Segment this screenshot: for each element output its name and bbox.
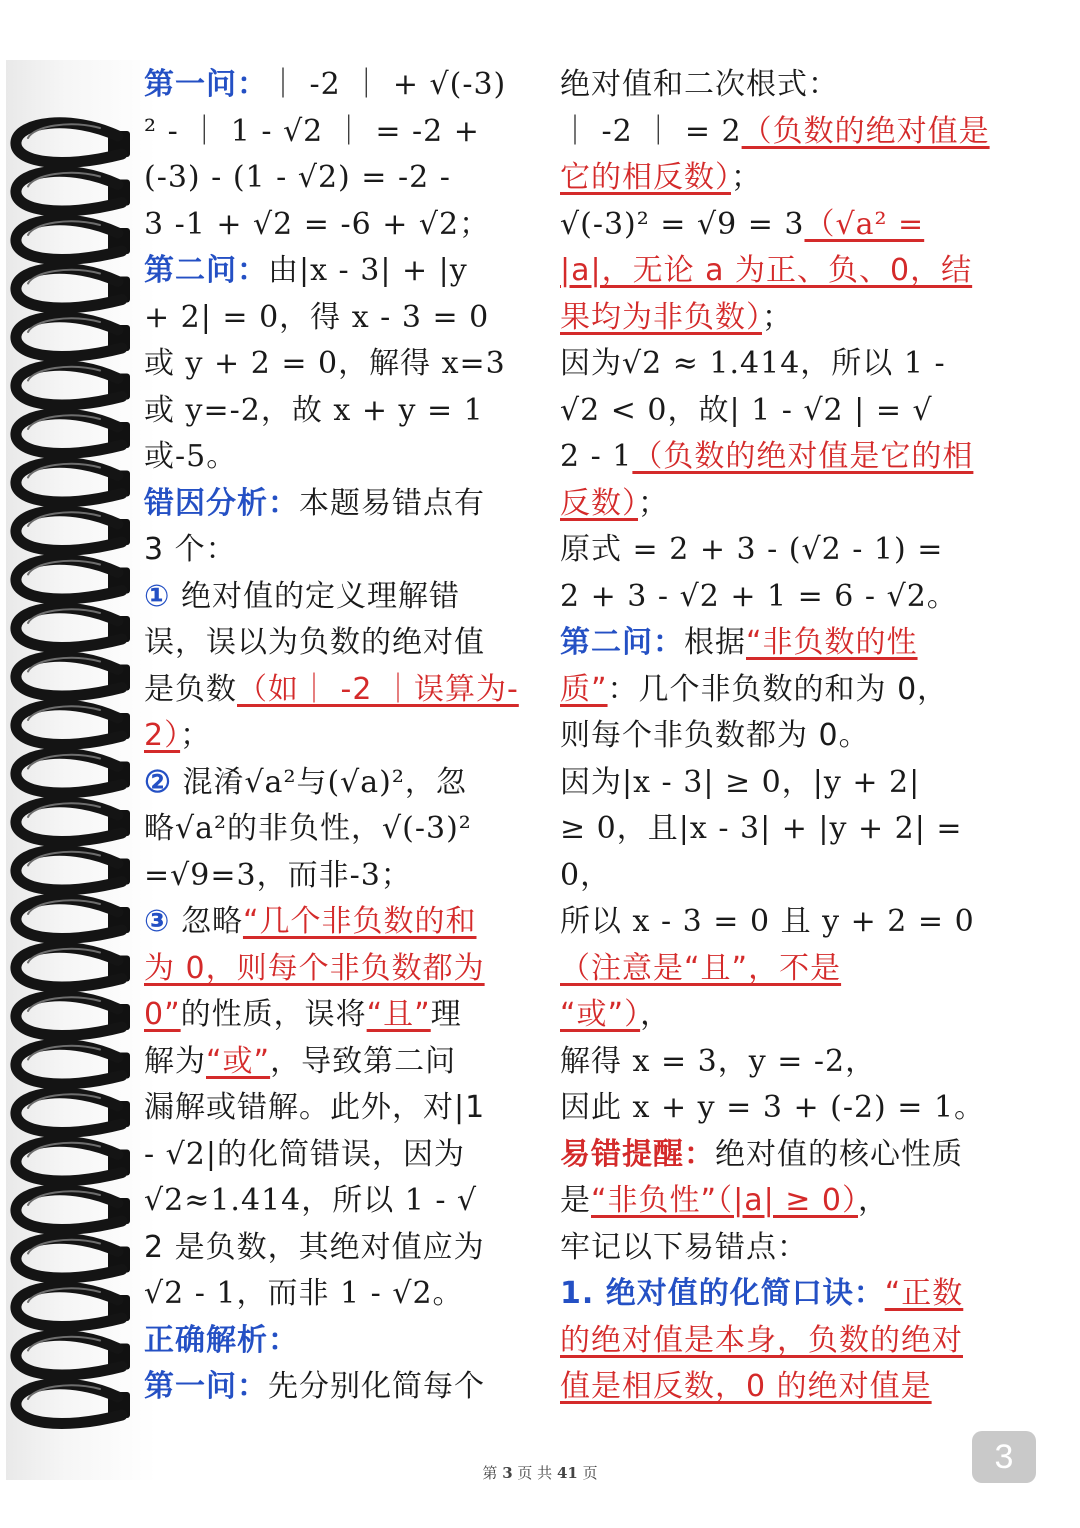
spiral-ring [16, 1093, 130, 1133]
text-line: 果均为非负数）； [560, 299, 793, 335]
text-line: 解得 x = 3，y = -2， [560, 1043, 877, 1079]
circled-number-3: ③ [144, 904, 171, 939]
text-line: 错因分析：本题易错点有 [144, 485, 485, 521]
spiral-ring [16, 462, 130, 502]
spiral-ring [16, 317, 130, 357]
text-line: 牢记以下易错点： [560, 1229, 808, 1265]
text-line: 0”的性质，误将“且”理 [144, 997, 462, 1032]
text-line: 第二问：根据“非负数的性 [560, 625, 918, 660]
spiral-ring [16, 1335, 130, 1375]
text-line: 第一问：先分别化简每个 [144, 1369, 485, 1404]
spiral-ring [16, 1238, 130, 1278]
spiral-ring [16, 996, 130, 1036]
text-line: ② 混淆√a²与(√a)²，忽 [144, 764, 467, 800]
spiral-ring [16, 899, 130, 939]
text-line: 1. 绝对值的化简口诀：“正数 [560, 1276, 964, 1311]
circled-number-2: ② [144, 764, 172, 800]
text-line: 3 个： [144, 532, 237, 567]
text-line: (-3) - (1 - √2) = -2 - [144, 160, 451, 195]
text-line: - √2|的化简错误，因为 [144, 1136, 465, 1172]
text-line: 为 0，则每个非负数都为 [144, 950, 485, 986]
text-line: 因为√2 ≈ 1.414，所以 1 - [560, 346, 946, 381]
text-line: 质”：几个非负数的和为 0， [560, 671, 949, 707]
text-line: 所以 x - 3 = 0 且 y + 2 = 0 [560, 904, 975, 939]
spiral-ring [16, 1384, 130, 1424]
text-line: 3 -1 + √2 = -6 + √2； [144, 206, 491, 242]
text-line: 或 y=-2，故 x + y = 1 [144, 392, 484, 428]
text-line: 值是相反数，0 的绝对值是 [560, 1369, 932, 1404]
spiral-binding [0, 0, 160, 1528]
text-line: |a|，无论 a 为正、负、0，结 [560, 253, 973, 288]
text-line: 是负数（如｜ -2 ｜误算为- [144, 671, 519, 707]
text-line: （注意是“且”，不是 [560, 950, 842, 986]
spiral-ring [16, 414, 130, 454]
spiral-ring [16, 947, 130, 987]
right-column [560, 62, 1000, 1411]
spiral-ring [16, 1141, 130, 1181]
text-line: 是“非负性”（|a| ≥ 0）， [560, 1183, 889, 1218]
spiral-ring [16, 123, 130, 163]
text-line: “或”）， [560, 997, 672, 1032]
text-line: 或-5。 [144, 439, 238, 474]
text-line: =√9=3，而非-3； [144, 857, 412, 893]
text-line: 的绝对值是本身，负数的绝对 [560, 1322, 963, 1358]
spiral-ring [16, 705, 130, 745]
page-number-badge: 3 [972, 1431, 1036, 1483]
text-line: 2 + 3 - √2 + 1 = 6 - √2。 [560, 578, 958, 614]
spiral-ring [16, 559, 130, 599]
text-line: 它的相反数）； [560, 160, 762, 195]
section-heading: 正确解析： [144, 1322, 299, 1358]
text-line: ① 绝对值的定义理解错 [144, 578, 460, 614]
page-footer: 第 3 页 共 41 页 [482, 1464, 598, 1482]
text-line: 则每个非负数都为 0。 [560, 718, 870, 753]
text-line: 2 - 1（负数的绝对值是它的相 [560, 439, 974, 474]
text-line: √(-3)² = √9 = 3（√a² = [560, 206, 925, 242]
spiral-ring [16, 220, 130, 260]
text-line: 因此 x + y = 3 + (-2) = 1。 [560, 1090, 986, 1125]
text-line: 2 是负数，其绝对值应为 [144, 1229, 485, 1265]
text-line: 或 y + 2 = 0，解得 x=3 [144, 346, 506, 381]
text-line: √2≈1.414，所以 1 - √ [144, 1183, 478, 1218]
spiral-ring [16, 1044, 130, 1084]
text-line: √2 < 0，故| 1 - √2 | = √ [560, 392, 933, 428]
left-column [144, 62, 524, 1411]
text-line: 2）； [144, 718, 212, 753]
text-line: √2 - 1，而非 1 - √2。 [144, 1276, 464, 1311]
text-line: 解为“或”，导致第二问 [144, 1043, 457, 1079]
text-line: 因为|x - 3| ≥ 0，|y + 2| [560, 764, 921, 800]
text-line: 第一问：｜ -2 ｜ + √(-3) [144, 67, 507, 102]
text-line: 绝对值和二次根式： [560, 67, 839, 102]
text-line: 反数）； [560, 485, 669, 521]
text-line: 0， [560, 857, 612, 893]
text-line: + 2| = 0，得 x - 3 = 0 [144, 299, 490, 335]
text-line: 易错提醒：绝对值的核心性质 [560, 1136, 963, 1172]
spiral-ring [16, 171, 130, 211]
text-line: 原式 = 2 + 3 - (√2 - 1) = [560, 532, 944, 567]
text-line: ≥ 0，且|x - 3| + |y + 2| = [560, 811, 963, 846]
spiral-ring [16, 268, 130, 308]
spiral-ring [16, 656, 130, 696]
text-line: ² - ｜ 1 - √2 ｜ = -2 + [144, 113, 480, 149]
text-line: ③ 忽略“几个非负数的和 [144, 904, 477, 939]
spiral-ring [16, 365, 130, 405]
spiral-ring [16, 511, 130, 551]
text-line: 第二问：由|x - 3| + |y [144, 253, 468, 288]
text-line: 略√a²的非负性，√(-3)² [144, 811, 472, 846]
text-line: 漏解或错解。此外，对|1 [144, 1090, 486, 1125]
text-line: ｜ -2 ｜ = 2（负数的绝对值是 [560, 113, 990, 149]
spiral-ring [16, 1190, 130, 1230]
spiral-ring [16, 802, 130, 842]
spiral-ring [16, 850, 130, 890]
spiral-ring [16, 1287, 130, 1327]
text-line: 误，误以为负数的绝对值 [144, 625, 485, 660]
spiral-ring [16, 608, 130, 648]
circled-number-1: ① [144, 578, 171, 614]
spiral-ring [16, 753, 130, 793]
